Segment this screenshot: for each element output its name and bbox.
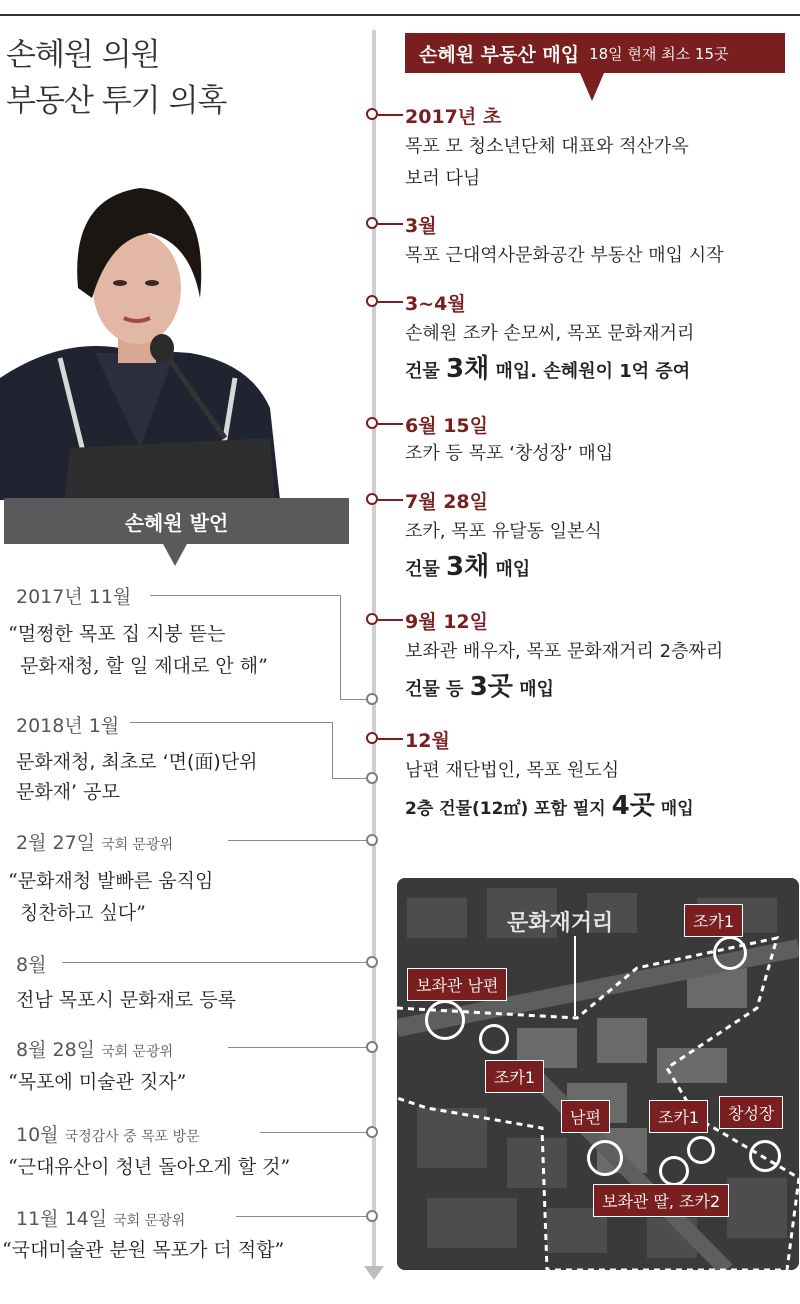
remark-connector xyxy=(228,1047,368,1048)
location-tag: 창성장 xyxy=(719,1096,783,1129)
location-tag: 남편 xyxy=(561,1100,610,1133)
purchase-date: 9월 12일 xyxy=(405,611,488,633)
remark-date: 2017년 11월 xyxy=(16,586,132,608)
purchase-count-pre: 건물 등 xyxy=(405,679,470,700)
remark-text-line: 문화재청, 최초로 ‘면(面)단위 xyxy=(16,751,258,773)
purchase-desc xyxy=(405,240,723,272)
purchase-desc xyxy=(405,318,694,391)
timeline-dot xyxy=(366,956,378,968)
purchase-desc-line xyxy=(405,548,602,589)
purchase-count-post: 매입 xyxy=(654,799,694,819)
top-rule xyxy=(0,14,800,16)
location-marker xyxy=(659,1156,689,1186)
timeline-dot xyxy=(366,108,378,120)
purchase-header-title: 손혜원 부동산 매입 xyxy=(419,43,580,66)
purchase-count-pre: 건물 xyxy=(405,559,447,580)
remark-text xyxy=(16,985,236,1015)
purchase-desc-line: 조카, 목포 유달동 일본식 xyxy=(405,521,602,542)
remark-date xyxy=(16,1035,173,1062)
remark-text-line: 문화재청, 할 일 제대로 안 해” xyxy=(20,655,268,677)
remark-connector xyxy=(130,722,332,723)
purchase-date: 2017년 초 xyxy=(405,106,502,128)
remark-connector xyxy=(236,1216,368,1217)
timeline-connector xyxy=(378,738,403,740)
remark-note: 국정감사 중 목포 방문 xyxy=(64,1129,200,1145)
purchase-date: 7월 28일 xyxy=(405,491,488,513)
purchase-count-post: 매입. 손혜원이 1억 증여 xyxy=(489,361,691,382)
remark-note: 국회 문광위 xyxy=(101,1044,174,1060)
remark-connector xyxy=(332,778,368,779)
purchase-desc-line xyxy=(405,668,723,709)
remark-text-line: “멀쩡한 목포 집 지붕 뜯는 xyxy=(8,623,226,645)
remark-text-line: 문화재’ 공모 xyxy=(16,781,120,803)
purchase-count: 3채 xyxy=(446,354,490,384)
purchase-desc-line xyxy=(405,350,694,391)
remark-connector xyxy=(228,840,368,841)
remark-date: 8월 xyxy=(16,954,47,976)
speech-pointer xyxy=(163,544,187,566)
location-marker xyxy=(713,936,747,970)
remark-connector xyxy=(340,595,341,699)
remark-connector xyxy=(340,699,368,700)
location-tag: 보좌관 딸, 조카2 xyxy=(593,1184,729,1217)
purchase-desc-line: 보좌관 배우자, 목포 문화재거리 2층짜리 xyxy=(405,641,724,662)
purchase-desc-line: 목포 모 청소년단체 대표와 적산가옥 xyxy=(405,136,689,157)
timeline-connector xyxy=(378,223,403,225)
purchase-desc xyxy=(405,516,602,589)
remark-date-text: 10월 xyxy=(16,1124,59,1146)
purchase-count-post: 매입 xyxy=(512,679,554,700)
street-label: 문화재거리 xyxy=(507,911,614,936)
remark-date xyxy=(16,828,173,855)
aerial-map xyxy=(397,878,799,1270)
remark-connector xyxy=(260,1132,368,1133)
purchase-desc xyxy=(405,636,723,709)
purchase-header xyxy=(405,33,785,73)
remark-connector xyxy=(150,595,340,596)
portrait-photo xyxy=(0,148,300,500)
remark-connector xyxy=(62,962,368,963)
timeline-dot xyxy=(366,493,378,505)
purchase-header-sub: 18일 현재 최소 15곳 xyxy=(589,44,729,63)
speech-label: 손혜원 발언 xyxy=(4,498,349,544)
remark-text-line: “목포에 미술관 짓자” xyxy=(8,1071,187,1093)
purchase-count: 3채 xyxy=(446,552,490,582)
timeline-dot xyxy=(366,295,378,307)
purchase-date: 3~4월 xyxy=(405,293,466,315)
remark-date xyxy=(16,1120,200,1147)
remark-text xyxy=(2,1234,284,1266)
remark-date-text: 2월 27일 xyxy=(16,832,96,854)
timeline-dot xyxy=(366,217,378,229)
remark-note: 국회 문광위 xyxy=(101,837,174,853)
purchase-desc-line: 보러 다님 xyxy=(405,168,481,189)
purchase-date: 3월 xyxy=(405,215,437,237)
purchase-desc-line xyxy=(405,787,694,828)
title-line-1: 손혜원 의원 xyxy=(6,37,160,73)
purchase-desc xyxy=(405,755,694,828)
remark-text-line: “국대미술관 분원 목포가 더 적합” xyxy=(2,1239,285,1261)
remark-note: 국회 문광위 xyxy=(113,1213,186,1229)
purchase-desc xyxy=(405,438,613,470)
timeline-dot xyxy=(366,1041,378,1053)
timeline-connector xyxy=(378,114,403,116)
location-marker xyxy=(479,1024,509,1054)
remark-text xyxy=(8,618,268,682)
timeline-spine xyxy=(372,30,376,1270)
remark-date xyxy=(16,1204,185,1231)
purchase-desc xyxy=(405,131,689,195)
timeline-dot xyxy=(366,732,378,744)
portrait-illustration xyxy=(0,148,300,500)
remark-date: 2018년 1월 xyxy=(16,715,120,737)
purchase-count-pre: 2층 건물(12㎡) 포함 필지 xyxy=(405,799,612,819)
purchase-count-pre: 건물 xyxy=(405,361,447,382)
timeline-dot xyxy=(366,1126,378,1138)
purchase-count: 4곳 xyxy=(611,791,655,821)
location-marker xyxy=(749,1140,781,1172)
remark-text-line: “문화재청 발빠른 움직임 xyxy=(8,870,214,892)
page-title xyxy=(6,32,226,124)
location-marker xyxy=(687,1136,715,1164)
purchase-count: 3곳 xyxy=(469,672,513,702)
title-line-2: 부동산 투기 의혹 xyxy=(6,83,227,119)
purchase-header-pointer xyxy=(580,73,604,101)
remark-connector xyxy=(332,722,333,778)
remark-date-text: 11월 14일 xyxy=(16,1208,108,1230)
timeline-dot xyxy=(366,834,378,846)
location-tag: 조카1 xyxy=(485,1060,544,1093)
location-tag: 조카1 xyxy=(649,1100,708,1133)
timeline-dot xyxy=(366,772,378,784)
purchase-desc-line: 손혜원 조카 손모씨, 목포 문화재거리 xyxy=(405,323,695,344)
remark-text xyxy=(8,1151,290,1183)
timeline-dot xyxy=(366,613,378,625)
timeline-dot xyxy=(366,693,378,705)
timeline-dot xyxy=(366,1210,378,1222)
timeline-connector xyxy=(378,423,403,425)
remark-text-line: 전남 목포시 문화재로 등록 xyxy=(16,989,237,1011)
timeline-arrow-down-icon xyxy=(364,1266,384,1280)
timeline-connector xyxy=(378,619,403,621)
remark-text xyxy=(16,747,258,807)
remark-text-line: “근대유산이 청년 돌아오게 할 것” xyxy=(8,1156,291,1178)
location-marker xyxy=(587,1140,623,1176)
purchase-desc-line: 목포 근대역사문화공간 부동산 매입 시작 xyxy=(405,245,724,266)
location-tag: 보좌관 남편 xyxy=(407,968,507,1001)
purchase-date: 6월 15일 xyxy=(405,415,488,437)
timeline-connector xyxy=(378,301,403,303)
location-tag: 조카1 xyxy=(684,904,743,937)
remark-text xyxy=(8,1066,186,1098)
purchase-count-post: 매입 xyxy=(489,559,531,580)
purchase-desc-line: 남편 재단법인, 목포 원도심 xyxy=(405,760,620,781)
purchase-date: 12월 xyxy=(405,730,450,752)
timeline-connector xyxy=(378,499,403,501)
purchase-desc-line: 조카 등 목포 ‘창성장’ 매입 xyxy=(405,443,614,464)
location-marker xyxy=(425,1000,465,1040)
remark-text-line: 칭찬하고 싶다” xyxy=(20,902,146,924)
timeline-dot xyxy=(366,417,378,429)
remark-date-text: 8월 28일 xyxy=(16,1039,96,1061)
remark-text xyxy=(8,865,213,929)
